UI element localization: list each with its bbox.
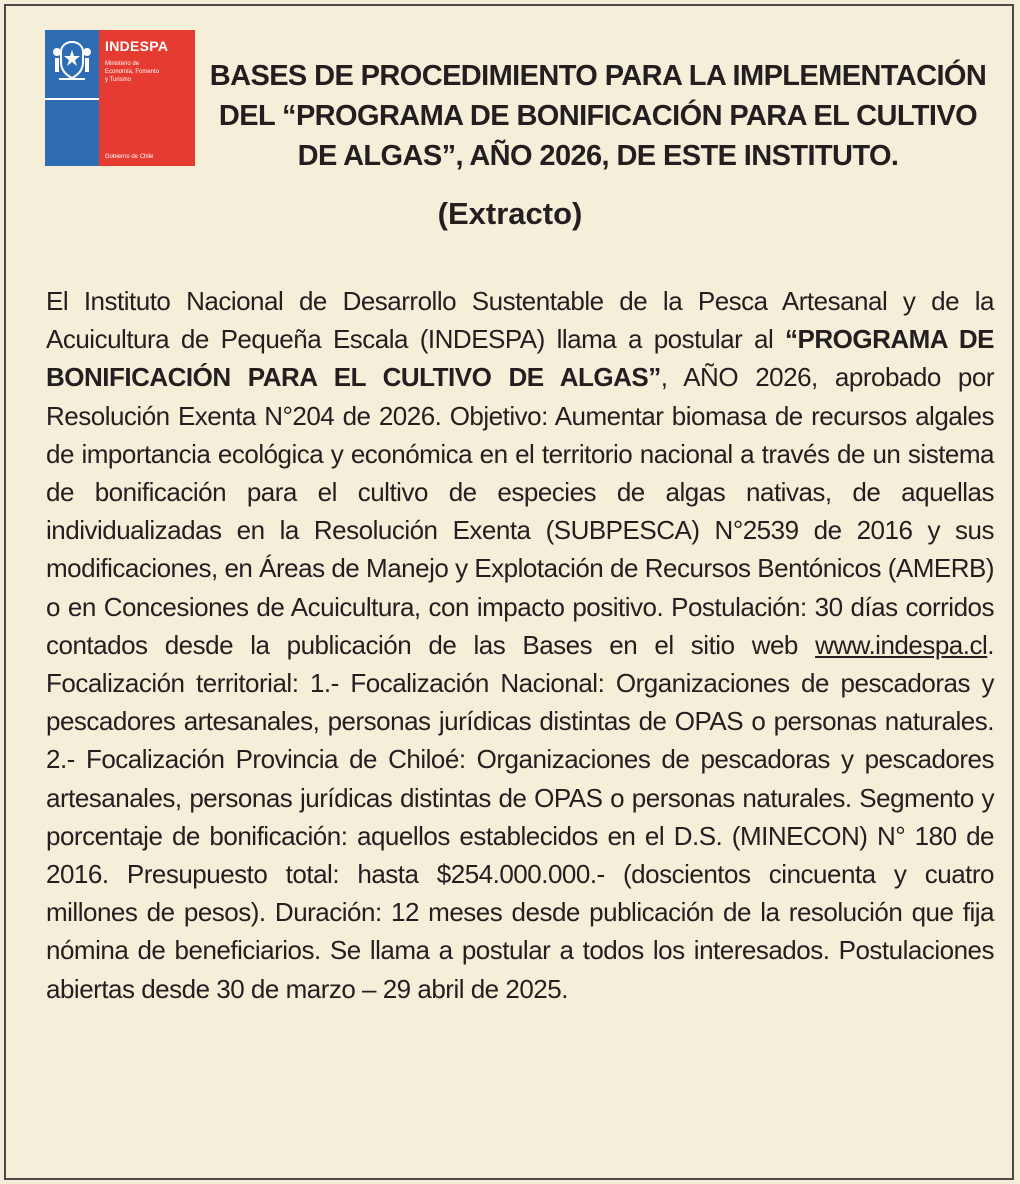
logo-red-panel (99, 30, 195, 166)
logo-government-text: Gobierno de Chile (105, 154, 154, 160)
notice-title: BASES DE PROCEDIMIENTO PARA LA IMPLEMENTACIÓN DEL “PROGRAMA DE BONIFICACIÓN PARA EL CULTIVO DE ALGAS”, AÑO 2026, DE ESTE INSTITUTO. (209, 60, 987, 172)
logo-ministry-line: y Turismo (105, 77, 132, 83)
chile-coat-of-arms-icon (51, 38, 93, 82)
logo-brand-text: INDESPA (105, 38, 169, 54)
logo-ministry-line: Ministerio de (105, 61, 140, 67)
notice-body (46, 282, 994, 1008)
program-name: “PROGRAMA DE BONIFICACIÓN PARA EL CULTIVO DE ALGAS” (46, 324, 994, 393)
logo-ministry-text (105, 60, 195, 84)
indespa-logo (45, 30, 195, 166)
body-intro: El Instituto Nacional de Desarrollo Sustentable de la Pesca Artesanal y de la Acuicultura de Pequeña Escala (INDESPA) llama a postular al (46, 286, 994, 355)
notice-subtitle: (Extracto) (437, 196, 583, 231)
body-part-3: . Focalización territorial: 1.- Focalización Nacional: Organizaciones de pescadoras y pescadores artesanales, personas jurídicas distintas de OPAS o personas naturales. 2.- Focalización Provincia de Chiloé: Organizaciones de pescadoras y pescadores artesanales, personas jurídicas distintas de OPAS o personas naturales. Segmento y porcentaje de bonificación: aquellos establecidos en el D.S. (MINECON) N° 180 de 2016. Presupuesto total: hasta $254.000.000.- (doscientos cincuenta y cuatro millones de pesos). Duración: 12 meses desde publicación de la resolución que fija nómina de beneficiarios. Se llama a postular a todos los interesados. Postulaciones abiertas desde 30 de marzo – 29 abril de 2025. (46, 629, 994, 1004)
logo-blue-panel (45, 30, 99, 166)
logo-ministry-line: Economía, Fomento (105, 69, 160, 75)
body-part-2: , AÑO 2026, aprobado por Resolución Exenta N°204 de 2026. Objetivo: Aumentar biomasa de recursos algales de importancia ecológica y económica en el territorio nacional a través de un sistema de bonificación para el cultivo de especies de algas nativas, de aquellas individualizadas en la Resolución Exenta (SUBPESCA) N°2539 de 2016 y sus modificaciones, en Áreas de Manejo y Explotación de Recursos Bentónicos (AMERB) o en Concesiones de Acuicultura, con impacto positivo. Postulación: 30 días corridos contados desde la publicación de las Bases en el sitio web (46, 362, 995, 660)
logo-blue-lower-block (45, 98, 99, 166)
website-link[interactable]: www.indespa.cl (815, 629, 988, 660)
